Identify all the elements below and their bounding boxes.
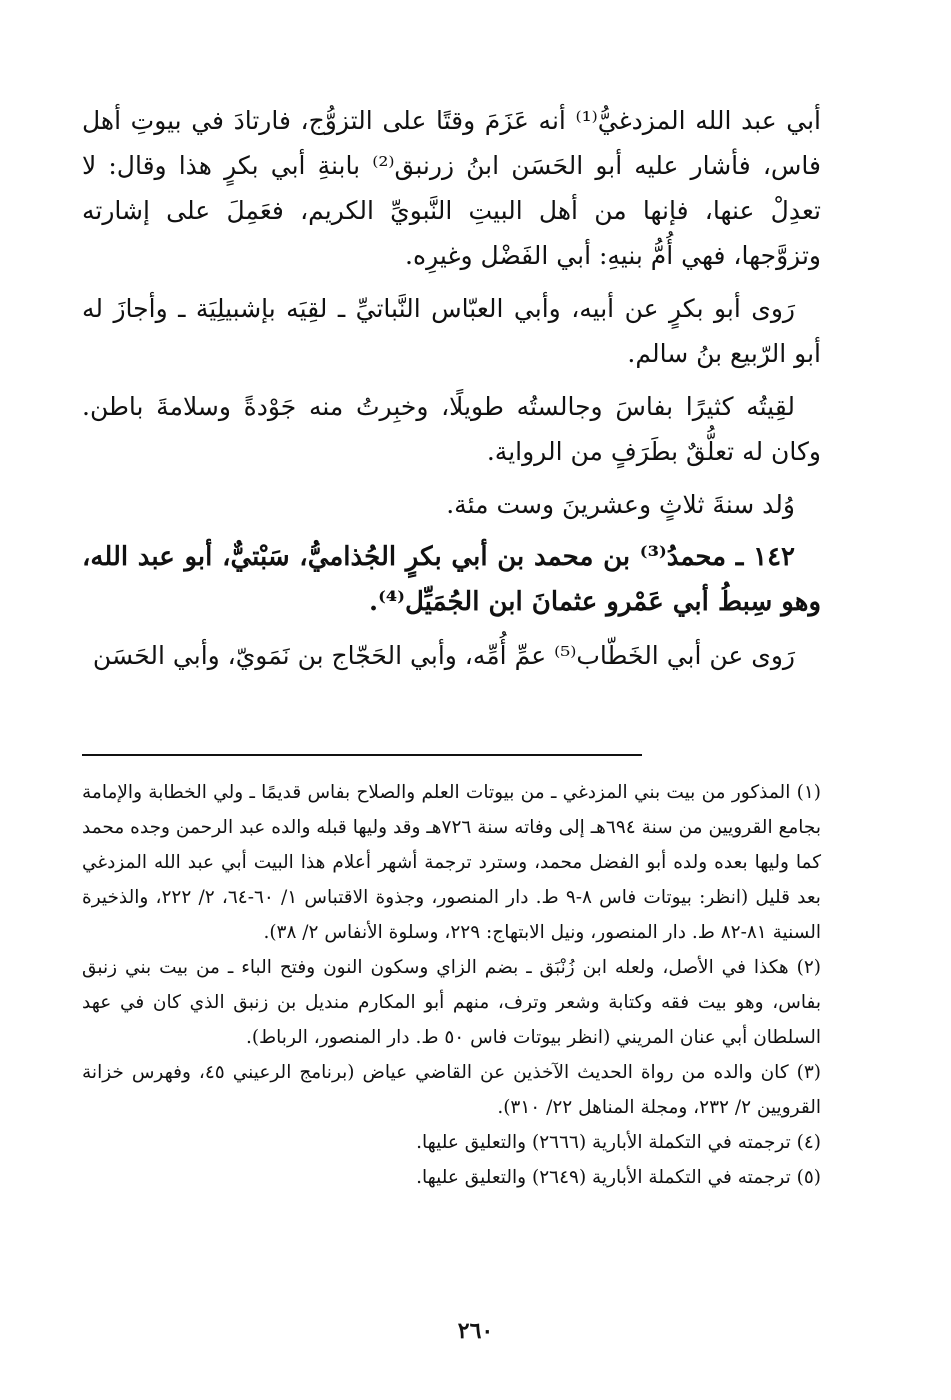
paragraph-3: لقِيتُه كثيرًا بفاسَ وجالستُه طويلًا، وخبِرتُ منه جَوْدةً وسلامةَ باطن. وكان له تعلُّقٌ بطَرَفٍ من الرواية. <box>82 392 821 466</box>
paragraph-1: أبي عبد الله المزدغيُّ⁽¹⁾ أنه عَزَمَ وقتًا على التزوُّج، فارتادَ في بيوتِ أهل فاس، فأشار عليه أبو الحَسَن ابنُ زرنبق⁽²⁾ بابنةِ أبي بكرٍ هذا وقال: لا تعدِلْ عنها، فإنها من أهل البيتِ النَّبويِّ الكريم، فعَمِلَ على إشارته وتزوَّجها، فهي أُمُّ بنيهِ: أبي الفَضْل وغيرِه. <box>82 106 822 270</box>
main-text <box>82 98 821 678</box>
footnote-3: (٣) كان والده من رواة الحديث الآخذين عن القاضي عياض (برنامج الرعيني ٤٥، وفهرس خزانة القرويين ٢/ ٢٣٢، ومجلة المناهل ٢٢/ ٣١٠). <box>82 1062 821 1118</box>
page-number: ٢٦٠ <box>457 1318 494 1344</box>
footnote-1: (١) المذكور من بيت بني المزدغي ـ من بيوتات العلم والصلاح بفاس قديمًا ـ ولي الخطابة والإمامة بجامع القرويين من سنة ٦٩٤هـ إلى وفاته سنة ٧٢٦هـ وقد وليها قبله والده عبد الرحمن وجده محمد كما وليها بعده ولده أبو الفضل محمد، وسترد ترجمة أشهر أعلام هذا البيت أبي عبد الله المزدغي بعد قليل (انظر: بيوتات فاس ٨-٩ ط. دار المنصور، وجذوة الاقتباس ١/ ٦٠-٦٤، ٢/ ٢٢٢، والذخيرة السنية ٨١-٨٢ ط. دار المنصور، ونيل الابتهاج: ٢٢٩، وسلوة الأنفاس ٢/ ٣٨). <box>82 782 821 943</box>
paragraph-6: رَوى عن أبي الخَطّاب⁽⁵⁾ عمِّ أُمِّه، وأبي الحَجّاج بن نَمَويّ، وأبي الحَسَن <box>92 641 795 670</box>
paragraph-2: رَوى أبو بكرٍ عن أبيه، وأبي العبّاس النَّباتيِّ ـ لقِيَه بإشبيلِيَة ـ وأجازَ له أبو الرّبيع بنُ سالم. <box>82 294 821 368</box>
footnotes <box>82 775 821 1195</box>
paragraph-4: وُلد سنةَ ثلاثٍ وعشرينَ وست مئة. <box>446 490 795 519</box>
footnote-4: (٤) ترجمته في التكملة الأبارية (٢٦٦٦) والتعليق عليها. <box>416 1132 821 1153</box>
footnote-5: (٥) ترجمته في التكملة الأبارية (٢٦٤٩) والتعليق عليها. <box>416 1167 821 1188</box>
entry-heading-142: ١٤٢ ـ محمدُ⁽³⁾ بن محمد بن أبي بكرٍ الجُذاميُّ، سَبْتيٌّ، أبو عبد الله، وهو سِبطُ أبي عَمْرو عثمانَ ابن الجُمَيِّل⁽⁴⁾. <box>82 542 821 617</box>
footnote-2: (٢) هكذا في الأصل، ولعله ابن زُنْبَق ـ بضم الزاي وسكون النون وفتح الباء ـ من بيت بني زنبق بفاس، وهو بيت فقه وكتابة وشعر وترف، منهم أبو المكارم منديل بن زنبق الذي كان في عهد السلطان أبي عنان المريني (انظر بيوتات فاس ٥٠ ط. دار المنصور، الرباط). <box>82 957 821 1048</box>
footnote-separator <box>82 754 642 756</box>
